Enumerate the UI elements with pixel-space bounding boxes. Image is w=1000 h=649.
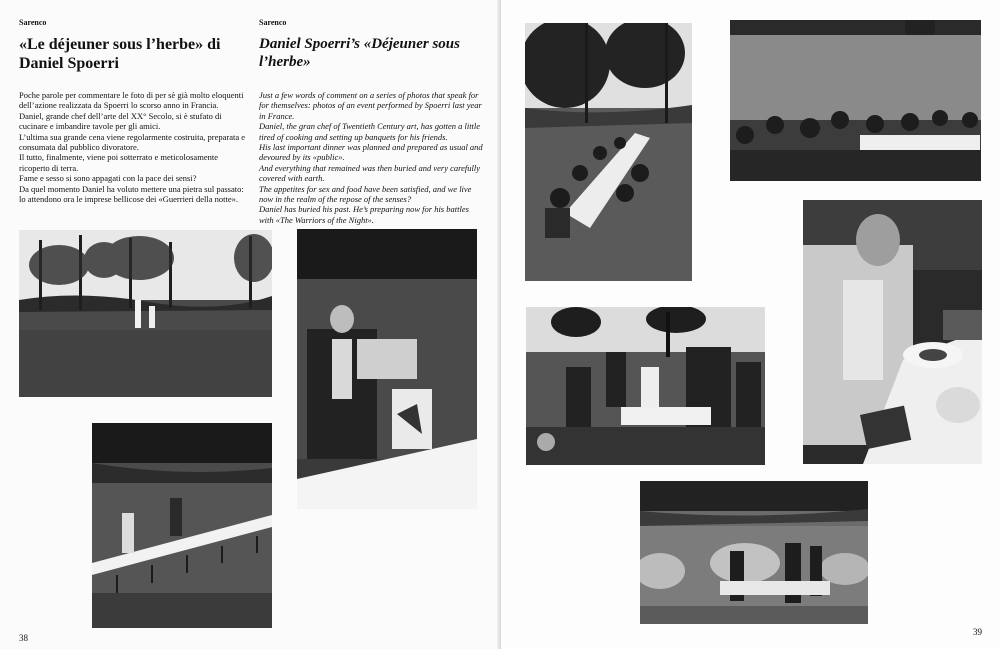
photo-diners-close <box>730 20 981 181</box>
right-page <box>501 0 1000 649</box>
title-english: Daniel Spoerri’s «Déjeuner sous l’herbe» <box>259 36 460 70</box>
paragraph: His last important dinner was planned and prepared as usual and devoured by its «public». <box>259 142 483 163</box>
page-number-right: 39 <box>973 627 982 637</box>
body-text-english <box>259 90 484 225</box>
paragraph: Just a few words of comment on a series of photos that speak for for themselves: photos of an event performed by Spoerri last year in France. <box>259 90 482 121</box>
photo-man-with-bags <box>297 229 477 509</box>
paragraph: Daniel has buried his past. He’s preparing now for his battles with «The Warriors of the Night». <box>259 204 469 225</box>
photo-long-table-field <box>92 423 272 628</box>
left-page <box>0 0 499 649</box>
body-text-italian <box>19 90 245 204</box>
paragraph: Fame e sesso si sono appagati con la pace dei sensi? <box>19 173 197 184</box>
page-number-left: 38 <box>19 633 28 643</box>
author-it: Sarenco <box>19 18 47 27</box>
paragraph: Da quel momento Daniel ha voluto mettere una pietra sul passato: lo attendono ora le imprese bellicose dei «Guerrieri della notte». <box>19 183 244 205</box>
paragraph: And everything that remained was then buried and very carefully covered with earth. <box>259 162 481 184</box>
photo-field-figures <box>19 230 272 397</box>
photo-burial-dig <box>640 481 868 624</box>
paragraph: Poche parole per commentare le foto di per sè già molto eloquenti dell’azione realizzata da Spoerri lo scorso anno in Francia. <box>19 90 244 111</box>
title-italian: «Le déjeuner sous l’herbe» di Daniel Spoerri <box>19 36 221 72</box>
photo-banquet-trees <box>525 23 692 281</box>
paragraph: Il tutto, finalmente, viene poi sotterrato e meticolosamente ricoperto di terra. <box>19 152 218 173</box>
paragraph: Daniel, the gran chef of Twentieth Century art, has gotten a little tired of cooking and setting up banquets for his friends. <box>259 121 481 142</box>
paragraph: Daniel, grande chef dell’arte del XX° Secolo, si è stufato di cucinare e imbandire tavole per gli amici. <box>19 110 222 132</box>
paragraph: L’ultima sua grande cena viene regolarmente costruita, preparata e consumata dal pubblico divoratore. <box>19 131 246 153</box>
photo-man-eating <box>803 200 982 464</box>
photo-guests-table <box>526 307 765 465</box>
paragraph: The appetites for sex and food have been satisfied, and we live now in the realm of the repose of the senses? <box>259 183 472 205</box>
author-en: Sarenco <box>259 18 287 27</box>
